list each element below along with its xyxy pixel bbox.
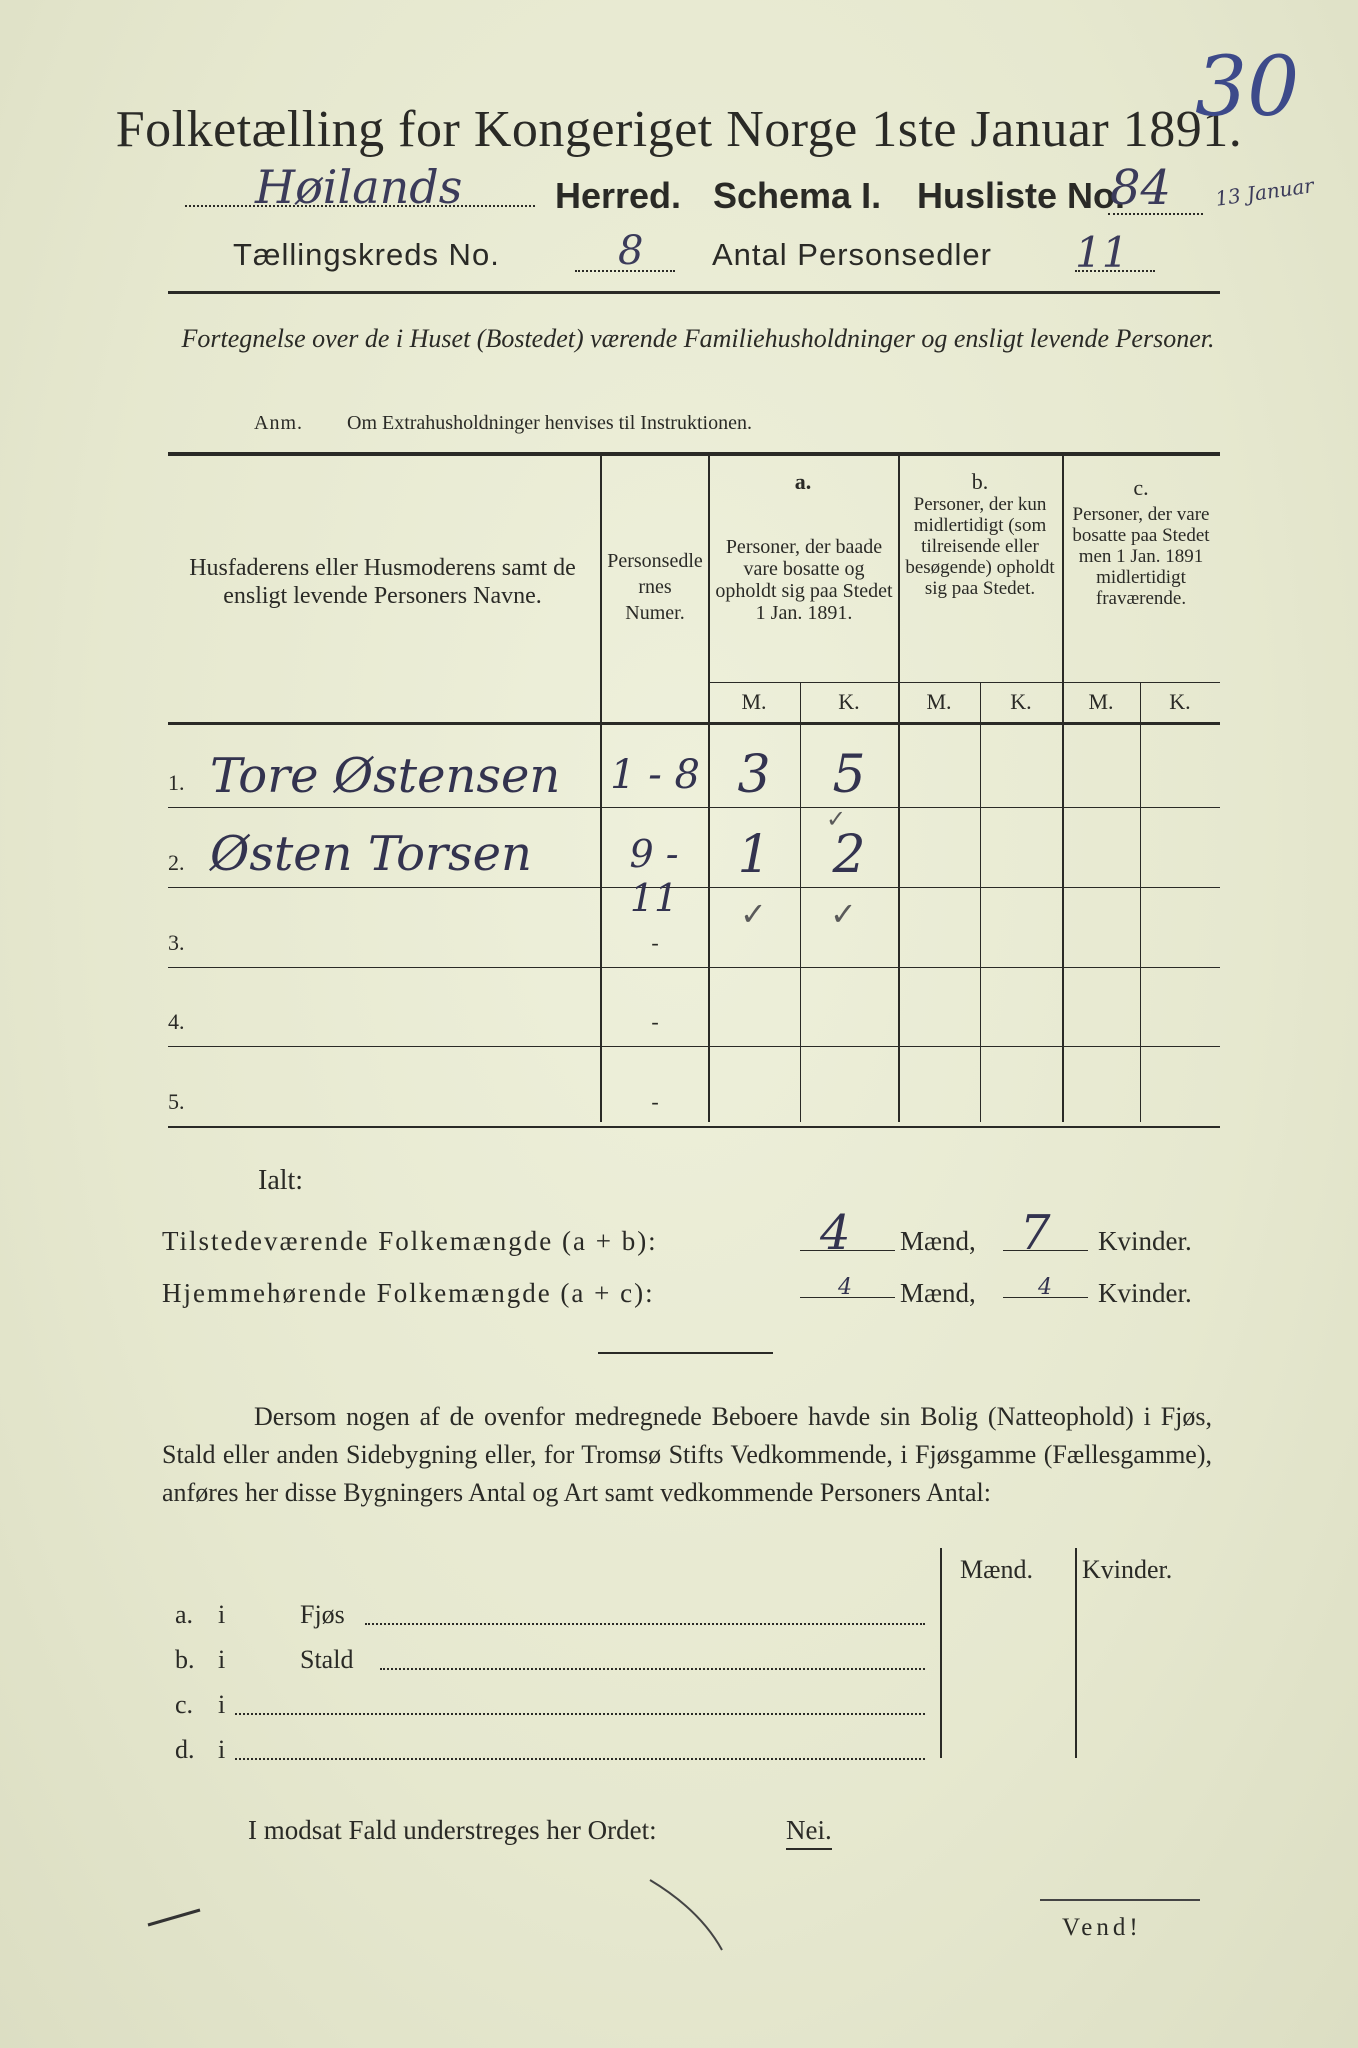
husliste-label: Husliste No.: [917, 175, 1126, 216]
header-a-letter: a.: [794, 469, 812, 494]
schema-label: Schema I.: [713, 175, 882, 216]
tilstede-maend-label: Mænd,: [900, 1226, 976, 1256]
building-c-letter: c.: [175, 1690, 194, 1719]
row-1-number: 1.: [168, 770, 185, 795]
building-a-name: Fjøs: [300, 1600, 345, 1629]
intro-note-prefix: Anm.: [254, 412, 303, 434]
b-m-label: M.: [926, 689, 952, 714]
header-c-letter: c.: [1133, 475, 1149, 500]
taellingskreds-label: Tællingskreds No.: [233, 237, 500, 272]
row-2-number: 2.: [168, 850, 185, 875]
building-b-name: Stald: [300, 1645, 354, 1674]
a-k-label: K.: [838, 689, 860, 714]
herred-name-handwritten: Høilands: [255, 160, 463, 214]
header-a: Personer, der baade vare bosatte og opholdt sig paa Stedet 1 Jan. 1891.: [715, 536, 893, 624]
a-m-checkmark: ✓: [740, 895, 767, 933]
building-a-letter: a.: [175, 1600, 194, 1629]
intro-description: Fortegnelse over de i Huset (Bostedet) værende Familiehusholdninger og ensligt levende Personer.: [181, 324, 1215, 353]
row-5-numer: -: [651, 1089, 659, 1114]
row-3-number: 3.: [168, 930, 185, 955]
hjemme-maend-label: Mænd,: [900, 1278, 976, 1308]
tilstede-kvinder-hand: 7: [1020, 1205, 1051, 1261]
buildings-kvinder-header: Kvinder.: [1082, 1555, 1173, 1584]
row-5-number: 5.: [168, 1089, 185, 1114]
taellingskreds-number-handwritten: 8: [618, 228, 644, 274]
herred-label: Herred.: [555, 175, 682, 216]
nei-word: Nei.: [786, 1815, 832, 1850]
header-c: Personer, der vare bosatte paa Stedet men 1 Jan. 1891 midlertidigt fraværende.: [1072, 504, 1210, 609]
building-d-prep: i: [218, 1735, 226, 1764]
vend-text: Vend!: [1062, 1914, 1142, 1941]
hjemme-kvinder-hand: 4: [1038, 1275, 1052, 1300]
row-4-number: 4.: [168, 1009, 185, 1034]
antal-personsedler-label: Antal Personsedler: [712, 237, 992, 272]
row-2-numer: 9 - 11: [629, 832, 679, 920]
row-1-a-m: 3: [737, 745, 771, 805]
tilstede-kvinder-label: Kvinder.: [1098, 1226, 1192, 1256]
building-c-prep: i: [218, 1690, 226, 1719]
tilstede-maend-hand: 4: [820, 1205, 851, 1261]
row-2-a-m: 1: [737, 825, 771, 885]
row-3-numer: -: [651, 930, 659, 955]
header-b-letter: b.: [971, 469, 989, 494]
modsat-text: I modsat Fald understreges her Ordet:: [248, 1815, 657, 1845]
a-k-checkmark: ✓: [830, 895, 857, 933]
form-title: Folketælling for Kongeriget Norge 1ste Januar 1891.: [115, 101, 1243, 158]
a-m-label: M.: [741, 689, 767, 714]
header-names: Husfaderens eller Husmoderens samt de ensligt levende Personers Navne.: [189, 555, 576, 609]
building-b-prep: i: [218, 1645, 226, 1674]
row-1-numer: 1 - 8: [610, 752, 700, 798]
hjemme-label: Hjemmehørende Folkemængde (a + c):: [162, 1278, 655, 1308]
row-2-name: Østen Torsen: [210, 826, 532, 882]
row-2-a-k-checkmark: ✓: [826, 805, 847, 833]
building-d-letter: d.: [175, 1735, 195, 1764]
margin-note-handwritten: 13 Januar: [1213, 173, 1316, 211]
hjemme-maend-hand: 4: [838, 1275, 852, 1300]
row-2-a-k: 2: [832, 825, 866, 885]
buildings-paragraph: Dersom nogen af de ovenfor medregnede Beboere havde sin Bolig (Natteophold) i Fjøs, Stald eller anden Sidebygning eller, for Tromsø Stifts Vedkommende, i Fjøsgamme (Fællesgamme), anføres her disse Bygningers Antal og Art samt vedkommende Personers Antal:: [162, 1402, 1212, 1507]
building-a-prep: i: [218, 1600, 226, 1629]
buildings-maend-header: Mænd.: [960, 1555, 1033, 1584]
row-4-numer: -: [651, 1009, 659, 1034]
building-b-letter: b.: [175, 1645, 195, 1674]
antal-number-handwritten: 11: [1075, 228, 1129, 277]
husliste-number-handwritten: 84: [1110, 160, 1172, 216]
b-k-label: K.: [1010, 689, 1032, 714]
row-1-name: Tore Østensen: [210, 748, 561, 804]
page-number-handwritten: 30: [1195, 40, 1300, 135]
ialt-label: Ialt:: [258, 1165, 304, 1196]
intro-note: Om Extrahusholdninger henvises til Instruktionen.: [347, 412, 752, 434]
c-k-label: K.: [1169, 689, 1191, 714]
c-m-label: M.: [1088, 689, 1114, 714]
header-numer: Personsedlernes Numer.: [607, 550, 703, 624]
tilstede-label: Tilstedeværende Folkemængde (a + b):: [162, 1226, 658, 1256]
row-1-a-k: 5: [832, 745, 866, 805]
header-b: Personer, der kun midlertidigt (som tilreisende eller besøgende) opholdt sig paa Stedet.: [905, 494, 1055, 599]
hjemme-kvinder-label: Kvinder.: [1098, 1278, 1192, 1308]
